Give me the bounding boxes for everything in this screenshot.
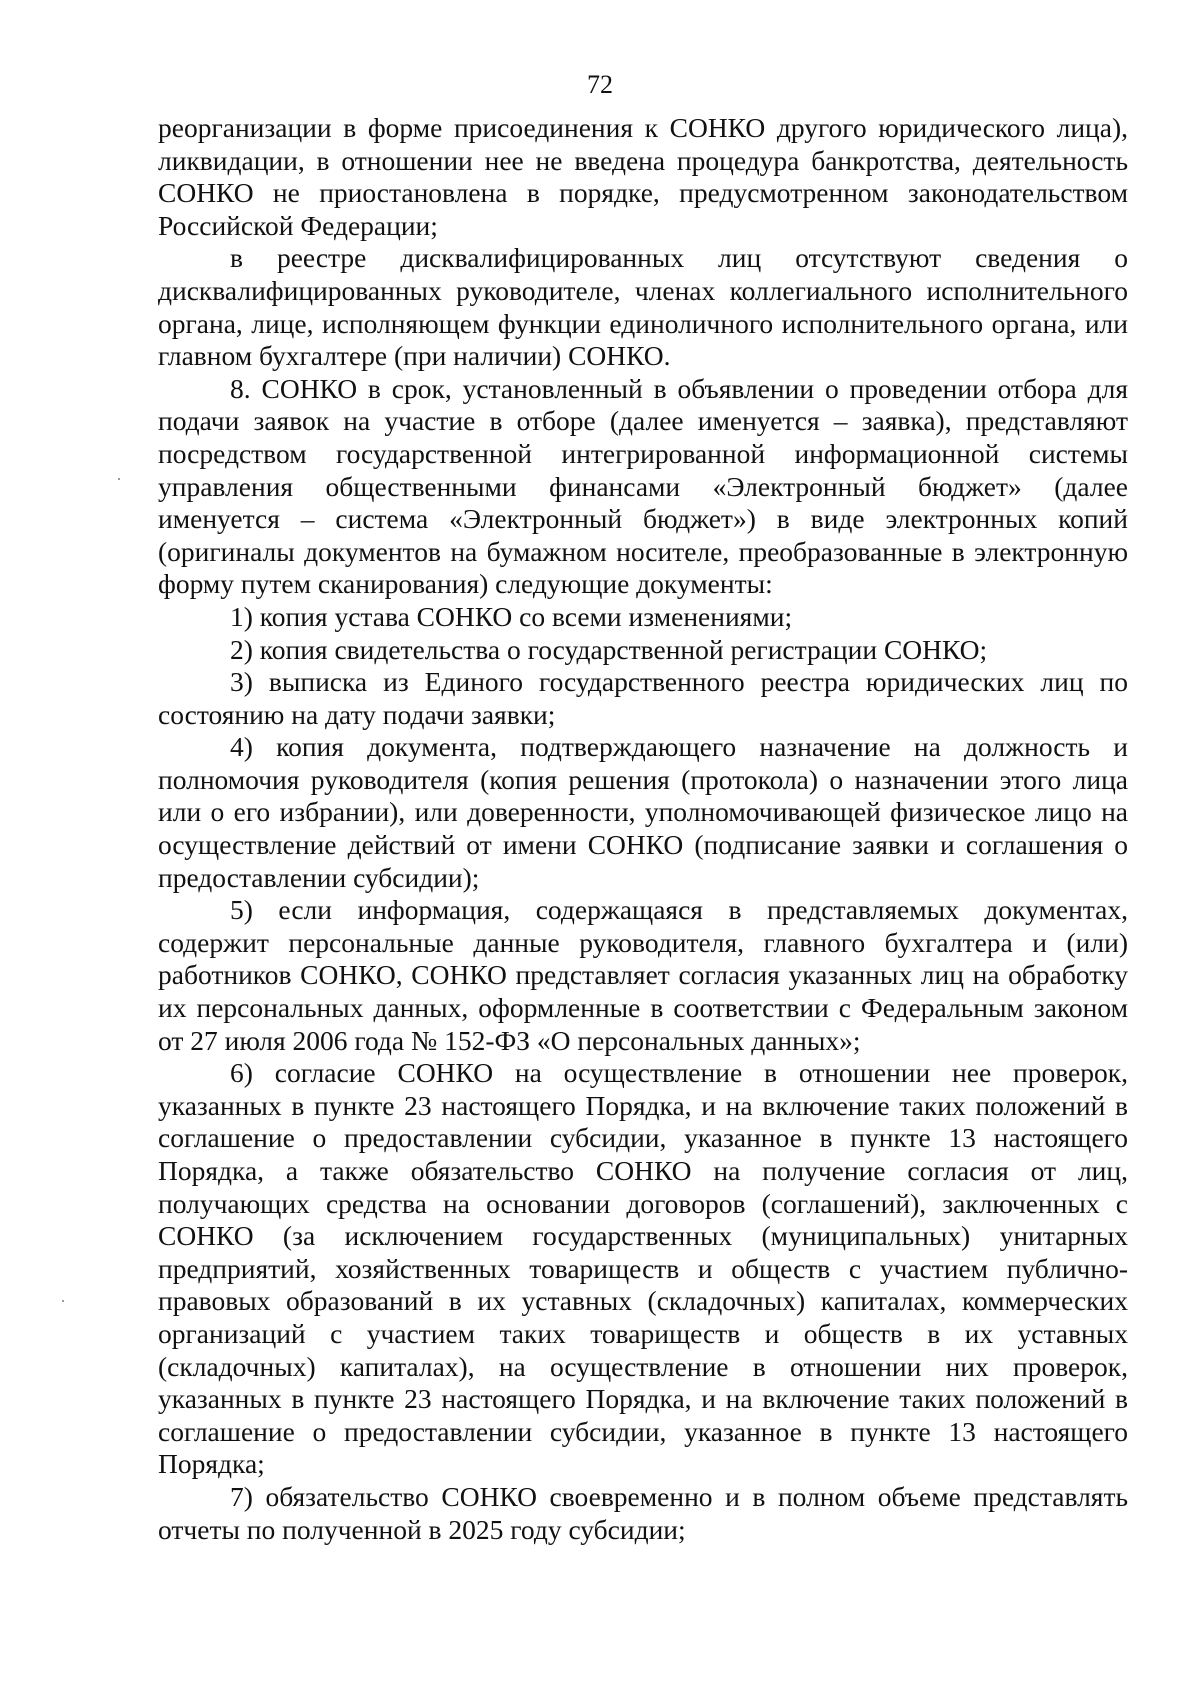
list-item-4-authority-document: 4) копия документа, подтверждающего назначение на должность и полномочия руководителя (копия решения (протокола) о назначении этого лица или о его избрании), или доверенности, уполномочивающей физическое лицо на осуществление действий от имени СОНКО (подписание заявки и соглашения о предоставлении субсидии);	[158, 731, 1128, 893]
list-item-5-personal-data-consent: 5) если информация, содержащаяся в представляемых документах, содержит персональные данные руководителя, главного бухгалтера и (или) работников СОНКО, СОНКО представляет согласия указанных лиц на обработку их персональных данных, оформленные в соответствии с Федеральным законом от 27 июля 2006 года № 152-ФЗ «О персональных данных»;	[158, 894, 1128, 1056]
scan-speck	[62, 1300, 64, 1302]
document-body	[158, 112, 1128, 1546]
page-number: 72	[587, 70, 613, 99]
list-item-7-reporting-obligation: 7) обязательство СОНКО своевременно и в полном объеме представлять отчеты по полученной в 2025 году субсидии;	[158, 1480, 1128, 1545]
list-item-6-inspection-consent: 6) согласие СОНКО на осуществление в отношении нее проверок, указанных в пункте 23 настоящего Порядка, и на включение таких положений в соглашение о предоставлении субсидии, указанное в пункте 13 настоящего Порядка, а также обязательство СОНКО на получение согласия от лиц, получающих средства на основании договоров (соглашений), заключенных с СОНКО (за исключением государственных (муниципальных) унитарных предприятий, хозяйственных товариществ и обществ с участием публично-правовых образований в их уставных (складочных) капиталах, коммерческих организаций с участием таких товариществ и обществ в их уставных (складочных) капиталах), на осуществление в отношении них проверок, указанных в пункте 23 настоящего Порядка, и на включение таких положений в соглашение о предоставлении субсидии, указанное в пункте 13 настоящего Порядка;	[158, 1057, 1128, 1480]
list-item-3-registry-extract: 3) выписка из Единого государственного реестра юридических лиц по состоянию на дату подачи заявки;	[158, 666, 1128, 730]
paragraph-reorganization-continuation: реорганизации в форме присоединения к СОНКО другого юридического лица), ликвидации, в отношении нее не введена процедура банкротства, деятельность СОНКО не приостановлена в порядке, предусмотренном законодательством Российской Федерации;	[158, 112, 1128, 241]
list-item-2-registration-certificate: 2) копия свидетельства о государственной регистрации СОНКО;	[230, 633, 988, 665]
list-item-1-charter-copy: 1) копия устава СОНКО со всеми изменениями;	[230, 600, 793, 632]
scan-speck	[118, 478, 120, 480]
paragraph-disqualified-registry: в реестре дисквалифицированных лиц отсутствуют сведения о дисквалифицированных руководителе, членах коллегиального исполнительного органа, лице, исполняющем функции единоличного исполнительного органа, или главном бухгалтере (при наличии) СОНКО.	[158, 242, 1128, 372]
paragraph-item-8: 8. СОНКО в срок, установленный в объявлении о проведении отбора для подачи заявок на участие в отборе (далее именуется – заявка), представляют посредством государственной интегрированной информационной системы управления общественными финансами «Электронный бюджет» (далее именуется – система «Электронный бюджет») в виде электронных копий (оригиналы документов на бумажном носителе, преобразованные в электронную форму путем сканирования) следующие документы:	[158, 372, 1128, 600]
